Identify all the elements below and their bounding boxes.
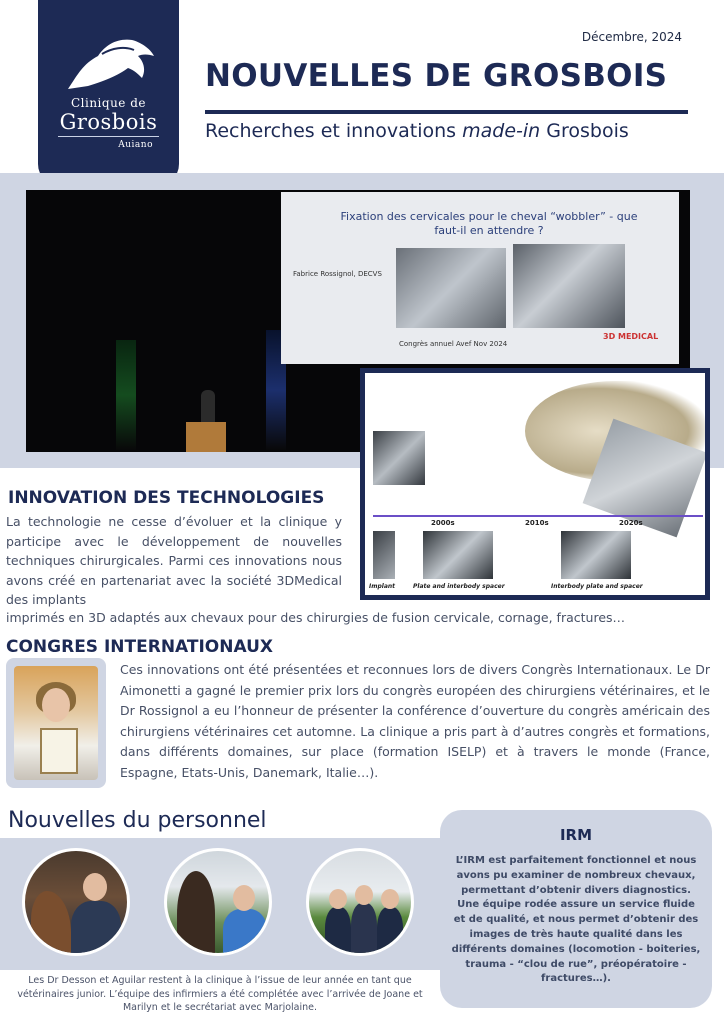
logo-line1: Clinique de	[70, 96, 147, 110]
innovation-body-continued: imprimés en 3D adaptés aux chevaux pour des chirurgies de fusion cervicale, cornage, fractures…	[6, 610, 626, 625]
projected-slide	[281, 192, 679, 364]
issue-date: Décembre, 2024	[581, 30, 682, 44]
person-face	[42, 688, 70, 722]
year-label: 2000s	[431, 519, 455, 527]
slide-author: Fabrice Rossignol, DECVS	[293, 270, 382, 278]
xray-thumb-3	[423, 531, 493, 579]
horse-head-icon	[58, 34, 158, 94]
personnel-heading: Nouvelles du personnel	[8, 808, 267, 833]
certificate	[40, 728, 78, 774]
xray-caption: Implant	[369, 583, 396, 590]
innovation-heading: INNOVATION DES TECHNOLOGIES	[8, 488, 325, 508]
staff-figure	[377, 907, 403, 956]
subtitle-pre: Recherches et innovations	[205, 120, 463, 142]
page-subtitle	[205, 120, 629, 142]
year-label: 2020s	[619, 519, 643, 527]
staff-head	[381, 889, 399, 909]
logo-divider	[58, 136, 159, 137]
staff-figure	[325, 907, 351, 956]
xray-thumb-2	[373, 531, 395, 579]
slide-xray-2	[513, 244, 625, 328]
xray-caption: Plate and interbody spacer	[413, 583, 505, 590]
title-divider	[205, 110, 688, 114]
slide-footer: Congrès annuel Avef Nov 2024	[399, 340, 508, 348]
staff-photo-3	[306, 848, 414, 956]
staff-figure	[351, 903, 377, 956]
slide-title: Fixation des cervicales pour le cheval “wobbler” - que faut-il en attendre ?	[340, 210, 638, 237]
congres-heading: CONGRES INTERNATIONAUX	[6, 637, 274, 657]
staff-photo-1	[22, 848, 130, 956]
page-title: NOUVELLES DE GROSBOIS	[205, 58, 668, 94]
year-label: 2010s	[525, 519, 549, 527]
award-photo	[6, 658, 106, 788]
xray-thumb-1	[373, 431, 425, 485]
slide-xray-1	[396, 248, 506, 328]
staff-photo-2	[164, 848, 272, 956]
irm-heading: IRM	[559, 826, 593, 844]
xray-thumb-4	[561, 531, 631, 579]
timeline-line	[373, 515, 703, 517]
irm-body: L’IRM est parfaitement fonctionnel et nous avons pu examiner de nombreux chevaux, permettant d’obtenir divers diagnostics. Une équipe rodée assure un service fluide et de qualité, et nous permet d’obtenir des images de très haute qualité dans les différents domaines (locomotion - boiteries, trauma - “clou de rue”, préopératoire - fractures…).	[451, 855, 701, 985]
logo-line3: Auiano	[118, 140, 153, 150]
logo-line2: Grosbois	[59, 110, 158, 134]
innovation-body: La technologie ne cesse d’évoluer et la clinique y participe avec le développement de nouvelles techniques chirurgicales. Parmi ces innovations nous avons créé en partenariat avec la société 3DMedical des implants	[6, 514, 342, 607]
staff-head	[233, 885, 255, 911]
stage-light-green	[116, 340, 136, 450]
irm-box	[440, 810, 712, 1008]
horse-figure	[177, 871, 215, 956]
horse-figure	[31, 891, 71, 956]
staff-figure	[71, 901, 121, 956]
staff-head	[355, 885, 373, 905]
congres-body: Ces innovations ont été présentées et reconnues lors de divers Congrès Internationaux. Le Dr Aimonetti a gagné le premier prix lors du congrès européen des chirurgiens vétérinaires, et le Dr Rossignol a eu l’honneur de présenter la conférence d’ouverture du congrès américain des chirurgiens vétérinaires cet automne. La clinique a pris part à d’autres congrès et formations, dans différents domaines, sur place (formation ISELP) et à travers le monde (France, Espagne, Etats-Unis, Danemark, Italie…).	[120, 662, 710, 780]
subtitle-emphasis: made-in	[462, 120, 541, 142]
xray-evolution-panel	[360, 368, 710, 600]
award-photo-image	[14, 666, 98, 780]
xray-caption: Interbody plate and spacer	[551, 583, 643, 590]
clinic-logo	[38, 0, 179, 186]
staff-head	[83, 873, 107, 901]
podium	[186, 422, 226, 452]
speaker-figure	[201, 390, 215, 422]
staff-figure	[223, 909, 267, 956]
personnel-body: Les Dr Desson et Aguilar restent à la clinique à l’issue de leur année en tant que vétérinaires junior. L’équipe des infirmiers a été complétée avec l’arrivée de Joane et Marilyn et le secrétariat avec Marjolaine.	[17, 975, 423, 1013]
staff-head	[329, 889, 347, 909]
subtitle-post: Grosbois	[540, 120, 629, 142]
slide-brand: 3D MEDICAL	[603, 332, 659, 341]
